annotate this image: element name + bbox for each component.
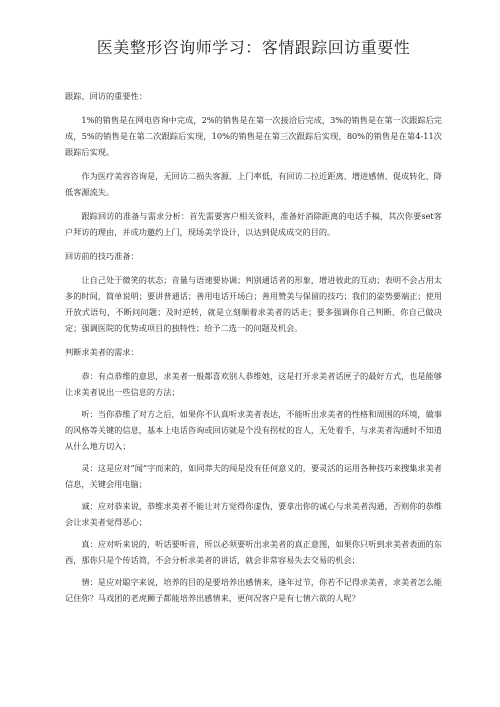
paragraph-qing: 情：是应对聪字来说，培养的目的是要培养出感情来，逢年过节，你若不记得求美者，求美者怎么能记住你？马戏团的老虎狮子都能培养出感情来，更何况客户是有七情六欲的人呢？ — [65, 577, 442, 603]
paragraph-consultation-effect: 作为医疗美容咨询是，无回访二损失客源、上门率低，有回访二拉近距离、增进感情、促成转化、降低客源流失。 — [65, 171, 442, 197]
paragraph-gong: 恭：有点恭维的意思，求美者一般都喜欢别人恭维她，这是打开求美者话匣子的最好方式，也是能够让求美者说出一些信息的方法； — [65, 371, 442, 397]
paragraph-sales-statistics: 1%的销售是在网电咨询中完成，2%的销售是在第一次接洽后完成，3%的销售是在第一次跟踪后完成，5%的销售是在第二次跟踪后实现，10%的销售是在第三次跟踪后实现，80%的销售是在第4-11次跟踪后实现。 — [65, 115, 442, 157]
section-heading-importance: 跟踪、回访的重要性： — [65, 91, 147, 101]
page-title: 医美整形咨询师学习：客情跟踪回访重要性 — [96, 38, 411, 57]
paragraph-preparation-analysis: 跟踪回访的准备与需求分析：首先需要客户相关资料，准备好消除距离的电话手稿，其次你要set客户拜访的理由，并成功邀约上门，现场美学设计，以达到促成成交的目的。 — [65, 211, 442, 237]
section-heading-techniques: 回访前的技巧准备： — [65, 251, 139, 261]
paragraph-ling: 灵：这是应对“闻”字而来的，如同莽夫的闯是没有任何意义的，要灵活的运用各种技巧来搜集求美者信息，关键会用电脑； — [65, 463, 442, 489]
paragraph-zhen: 真：应对听来说的，听话要听音，所以必须要听出求美者的真正意图，如果你只听到求美者表面的东西，那你只是个传话筒，不会分析求美者的讲话，就会非常容易失去交易的机会； — [65, 539, 442, 565]
paragraph-ting: 听：当你恭维了对方之后，如果你不认真听求美者表达，不能听出求美者的性格和周围的环境，做事的风格等关键的信息，基本上电话咨询或回访就是个没有拐杖的盲人，无处着手，与求美者沟通时不知道从什么地方切入； — [65, 409, 442, 451]
paragraph-techniques: 让自己处于微笑的状态；音量与语速要协调；判别通话者的形象，增进彼此的互动；表明不会占用太多的时间，简单说明；要讲普通话；善用电话开场白；善用赞美与保留的技巧；我们的姿势要端正；使用开放式语句，不断问问题；及时逆转，就是立刻顺着求美者的话走；要多强调你自己判断、你自己做决定；强调医院的优势或项目的独特性；给予二选一的问题及机会。 — [65, 275, 442, 333]
section-heading-needs: 判断求美者的需求： — [65, 347, 139, 357]
paragraph-cheng: 诚：应对恭来说，恭维求美者不能让对方觉得你虚伪，要拿出你的诚心与求美者沟通，否则你的恭维会让求美者觉得恶心； — [65, 501, 442, 527]
